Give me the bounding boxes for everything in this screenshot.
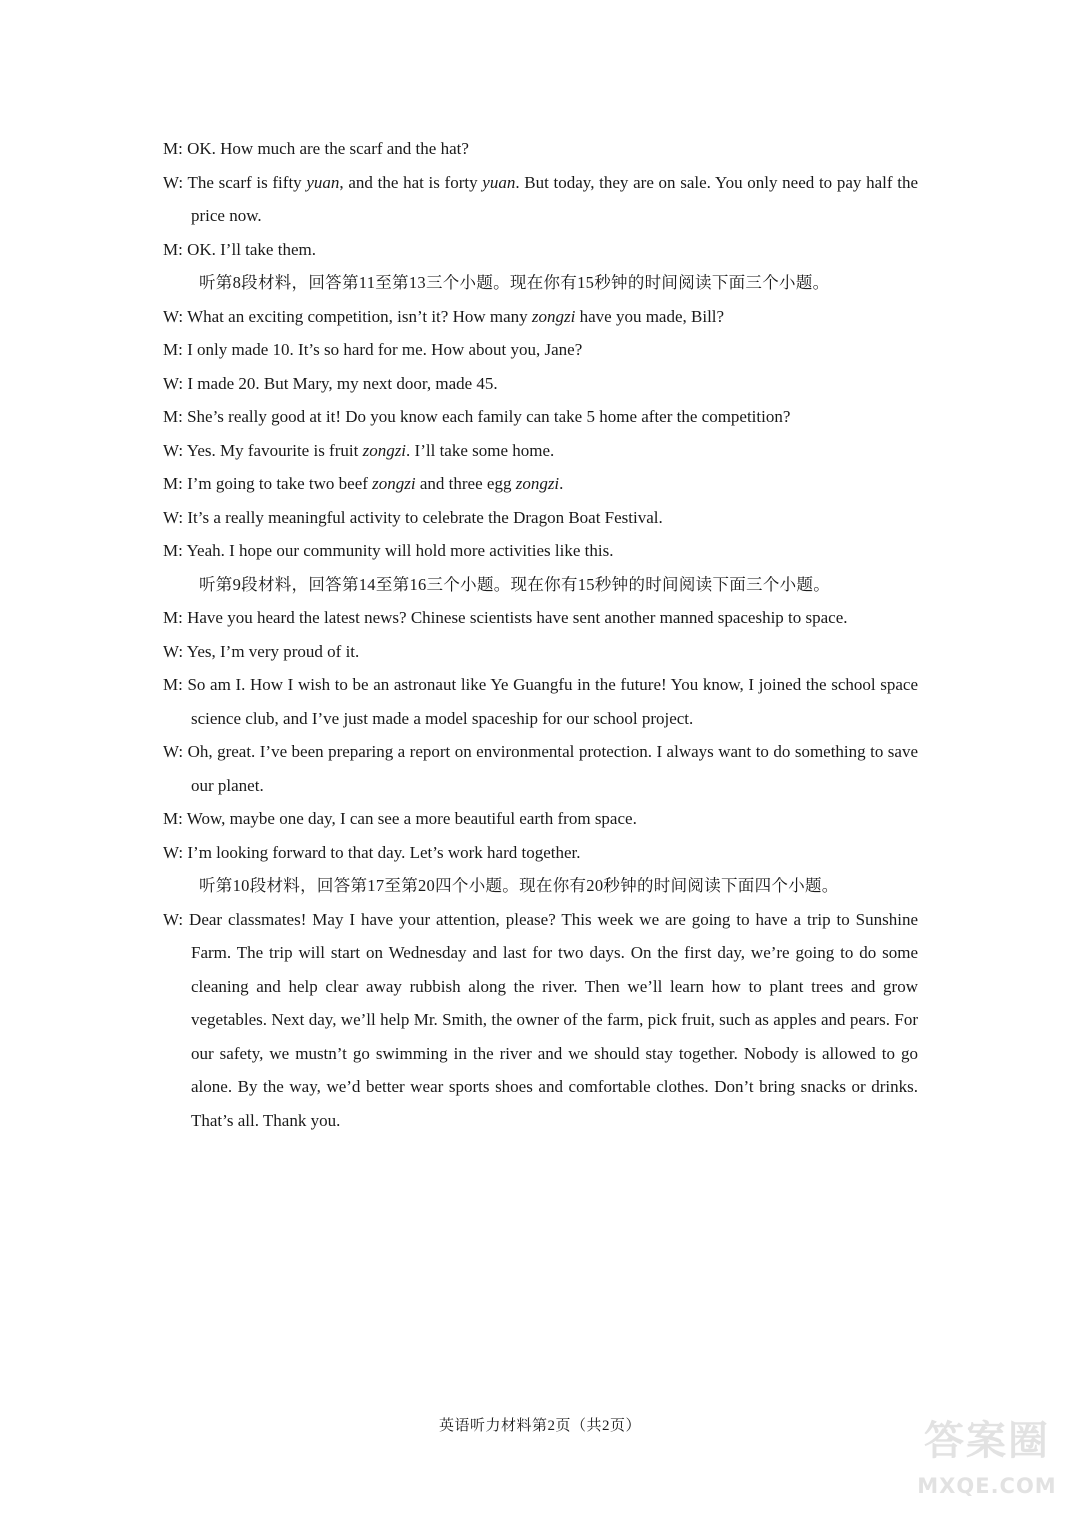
dialogue-line: M: I’m going to take two beef zongzi and three egg zongzi.: [163, 474, 564, 493]
dialogue-line: M: So am I. How I wish to be an astronaut like Ye Guangfu in the future! You know, I joined the school space science club, and I’ve just made a model spaceship for our school project.: [163, 675, 918, 728]
dialogue-line: W: Yes, I’m very proud of it.: [163, 641, 360, 661]
dialogue-line: M: OK. I’ll take them.: [163, 239, 316, 259]
watermark-title: 答案圈: [924, 1418, 1050, 1464]
dialogue-line: M: She’s really good at it! Do you know each family can take 5 home after the competition?: [163, 407, 791, 426]
section-instruction: 听第10段材料，回答第17至第20四个小题。现在你有20秒钟的时间阅读下面四个小题。: [199, 876, 839, 895]
dialogue-line: W: Dear classmates! May I have your attention, please? This week we are going to have a trip to Sunshine Farm. The trip will start on Wednesday and last for two days. On the first day, we’re going to do some cleaning and help clear away rubbish along the river. Then we’ll learn how to plant trees and grow vegetables. Next day, we’ll help Mr. Smith, the owner of the farm, pick fruit, such as apples and pears. For our safety, we mustn’t go swimming in the river and we should stay together. Nobody is allowed to go alone. By the way, we’d better wear sports shoes and comfortable clothes. Don’t bring snacks or drinks. That’s all. Thank you.: [163, 909, 918, 1130]
dialogue-line: W: Oh, great. I’ve been preparing a report on environmental protection. I always want to do something to save our planet.: [163, 742, 918, 795]
dialogue-line: W: It’s a really meaningful activity to celebrate the Dragon Boat Festival.: [163, 507, 663, 527]
dialogue-line: M: I only made 10. It’s so hard for me. How about you, Jane?: [163, 340, 583, 359]
listening-script: [163, 132, 918, 1137]
section-instruction: 听第8段材料，回答第11至第13三个小题。现在你有15秒钟的时间阅读下面三个小题。: [199, 273, 830, 292]
dialogue-line: W: The scarf is fifty yuan, and the hat is forty yuan. But today, they are on sale. You only need to pay half the price now.: [163, 172, 919, 225]
page-footer: 英语听力材料第2页（共2页）: [438, 1418, 641, 1434]
section-instruction: 听第9段材料，回答第14至第16三个小题。现在你有15秒钟的时间阅读下面三个小题。: [199, 574, 831, 594]
dialogue-line: M: Yeah. I hope our community will hold more activities like this.: [163, 541, 614, 560]
dialogue-line: M: Have you heard the latest news? Chinese scientists have sent another manned spaceship to space.: [163, 608, 848, 627]
dialogue-line: W: What an exciting competition, isn’t it? How many zongzi have you made, Bill?: [163, 306, 725, 326]
watermark-logo: [912, 1409, 1062, 1519]
dialogue-line: M: OK. How much are the scarf and the hat?: [163, 139, 469, 158]
dialogue-line: W: I’m looking forward to that day. Let’s work hard together.: [163, 842, 581, 862]
watermark-url: MXQE.COM: [917, 1474, 1057, 1498]
dialogue-line: W: I made 20. But Mary, my next door, made 45.: [163, 373, 498, 393]
dialogue-line: M: Wow, maybe one day, I can see a more beautiful earth from space.: [163, 809, 637, 828]
dialogue-line: W: Yes. My favourite is fruit zongzi. I’ll take some home.: [163, 440, 555, 460]
